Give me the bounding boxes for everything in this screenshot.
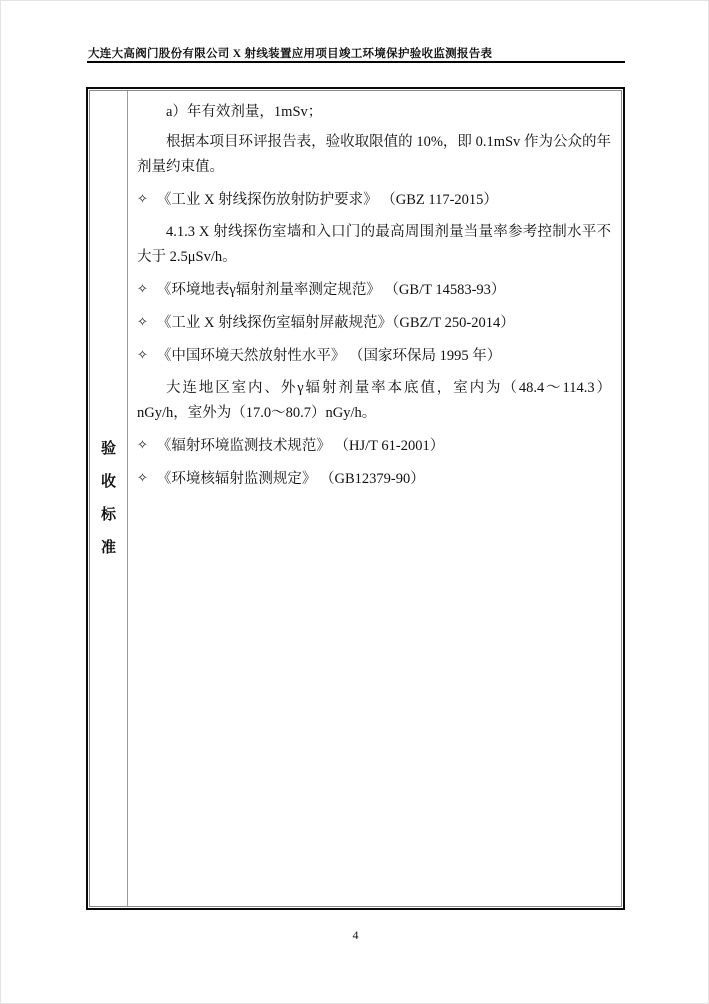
bullet-text: 《辐射环境监测技术规范》 （HJ/T 61-2001） (156, 438, 445, 454)
diamond-bullet-icon: ✧ (137, 191, 148, 206)
row-label-char: 验 (100, 440, 116, 457)
diamond-bullet-icon: ✧ (137, 314, 148, 329)
diamond-bullet-icon: ✧ (137, 470, 148, 485)
criteria-content-cell (128, 91, 621, 906)
row-label-cell (90, 91, 128, 906)
bullet-item (137, 433, 611, 459)
page-header-title: 大连大高阀门股份有限公司 X 射线装置应用项目竣工环境保护验收监测报告表 (88, 48, 493, 60)
row-label-char: 准 (100, 539, 116, 556)
bullet-item (137, 187, 611, 213)
bullet-item (137, 343, 611, 369)
bullet-item (137, 310, 611, 336)
paragraph: 根据本项目环评报告表，验收取限值的 10%，即 0.1mSv 作为公众的年剂量约束值。 (137, 134, 611, 175)
row-label-char: 收 (100, 473, 116, 490)
diamond-bullet-icon: ✧ (137, 347, 148, 362)
paragraph: 4.1.3 X 射线探伤室墙和入口门的最高周围剂量当量率参考控制水平不大于 2.5μSv/h。 (137, 224, 611, 265)
row-label-char: 标 (100, 506, 116, 523)
paragraph: 大连地区室内、外γ辐射剂量率本底值，室内为（48.4～114.3）nGy/h，室外为（17.0～80.7）nGy/h。 (137, 380, 611, 421)
bullet-item (137, 466, 611, 492)
bullet-text: 《中国环境天然放射性水平》 （国家环保局 1995 年） (156, 348, 502, 364)
page-number: 4 (352, 928, 359, 942)
bullet-text: 《环境核辐射监测规定》 （GB12379-90） (156, 471, 425, 487)
paragraph: a）年有效剂量，1mSv； (166, 104, 323, 120)
bullet-item (137, 277, 611, 303)
bullet-text: 《工业 X 射线探伤放射防护要求》 （GBZ 117-2015） (156, 192, 498, 208)
bullet-text: 《环境地表γ辐射剂量率测定规范》 （GB/T 14583-93） (156, 282, 506, 298)
header-rule (87, 61, 625, 63)
diamond-bullet-icon: ✧ (137, 281, 148, 296)
bullet-text: 《工业 X 射线探伤室辐射屏蔽规范》（GBZ/T 250-2014） (156, 315, 515, 331)
diamond-bullet-icon: ✧ (137, 437, 148, 452)
acceptance-criteria-table (89, 90, 622, 907)
